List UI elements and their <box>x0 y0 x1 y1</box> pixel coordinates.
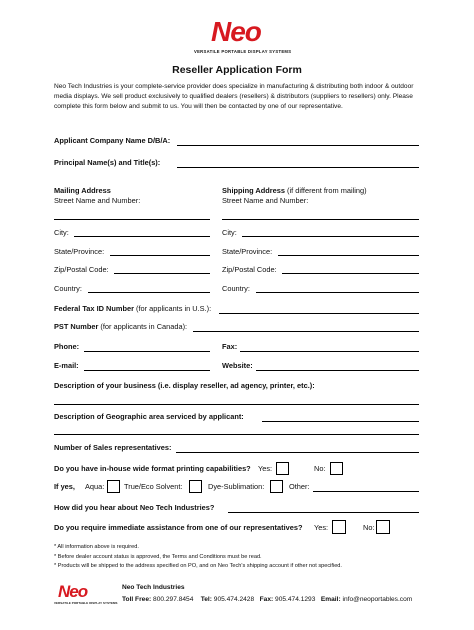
mailing-street-field[interactable] <box>54 219 210 220</box>
sales-reps-field[interactable] <box>176 452 419 453</box>
sales-reps-label: Number of Sales representatives: <box>54 443 172 452</box>
state-label: State/Province: <box>54 247 105 256</box>
intro-paragraph: Neo Tech Industries is your complete-service provider does specialize in manufacturing & distributing both indoor & outdoor media displays. We sell product exclusively to qualified dealers (resellers) & distributors (suppliers to resellers) only. Please complete this form below and submit to us. You will then be contacted by one of our representative. <box>54 83 414 111</box>
city-label-2: City: <box>222 228 237 237</box>
footer-neo-logo: Neo <box>58 582 88 601</box>
footer-tagline: VERSATILE PORTABLE DISPLAY SYSTEMS <box>54 601 118 605</box>
assistance-question: Do you require immediate assistance from one of our representatives? <box>54 523 303 532</box>
geographic-area-field-2[interactable] <box>54 434 419 435</box>
true-eco-label: True/Eco Solvent: <box>124 482 183 491</box>
mailing-state-field[interactable] <box>110 255 210 256</box>
footer-contacts: Toll Free: 800.297.8454 Tel: 905.474.2428 Fax: 905.474.1293 Email: info@neoportables.com <box>122 596 413 603</box>
shipping-country-field[interactable] <box>256 292 419 293</box>
website-label: Website: <box>222 361 253 370</box>
note-required: * All information above is required. <box>54 544 139 550</box>
logo-tagline: VERSATILE PORTABLE DISPLAY SYSTEMS <box>194 49 292 54</box>
toll-free-number: 800.297.8454 <box>153 596 194 603</box>
website-field[interactable] <box>256 370 419 371</box>
aqua-label: Aqua: <box>85 482 105 491</box>
fax-field[interactable] <box>240 351 419 352</box>
principal-names-field[interactable] <box>177 167 419 168</box>
neo-logo: Neo <box>211 16 261 47</box>
shipping-address-heading: Shipping Address (if different from mailing) <box>222 186 367 195</box>
printing-yes-label: Yes: <box>258 464 273 473</box>
fax-label: Fax: <box>222 342 238 351</box>
other-label: Other: <box>289 482 310 491</box>
principal-names-label: Principal Name(s) and Title(s): <box>54 158 161 167</box>
mailing-country-field[interactable] <box>88 292 210 293</box>
business-description-label: Description of your business (i.e. display reseller, ad agency, printer, etc.): <box>54 381 315 390</box>
zip-label: Zip/Postal Code: <box>54 265 109 274</box>
note-terms: * Before dealer account status is approved, the Terms and Conditions must be read. <box>54 554 262 560</box>
assistance-yes-label: Yes: <box>314 523 329 532</box>
business-description-field[interactable] <box>54 404 419 405</box>
if-yes-label: If yes, <box>54 482 75 491</box>
aqua-checkbox[interactable] <box>107 480 120 493</box>
email-label: E-mail: <box>54 361 79 370</box>
pst-number-label: PST Number (for applicants in Canada): <box>54 322 188 331</box>
phone-field[interactable] <box>84 351 210 352</box>
geographic-area-field-1[interactable] <box>262 421 419 422</box>
dye-sub-checkbox[interactable] <box>270 480 283 493</box>
other-field[interactable] <box>313 491 419 492</box>
printing-yes-checkbox[interactable] <box>276 462 289 475</box>
country-label-2: Country: <box>222 284 250 293</box>
printing-question: Do you have in-house wide format printing capabilities? <box>54 464 251 473</box>
shipping-street-field[interactable] <box>222 219 419 220</box>
email-link[interactable]: info@neoportables.com <box>342 596 413 603</box>
pst-number-field[interactable] <box>193 331 419 332</box>
geographic-area-label: Description of Geographic area serviced by applicant: <box>54 412 244 421</box>
assistance-no-checkbox[interactable] <box>376 520 390 534</box>
mailing-address-heading: Mailing Address <box>54 186 111 195</box>
printing-no-checkbox[interactable] <box>330 462 343 475</box>
shipping-city-field[interactable] <box>242 236 419 237</box>
mailing-zip-field[interactable] <box>114 273 210 274</box>
street-label-2: Street Name and Number: <box>222 196 309 205</box>
state-label-2: State/Province: <box>222 247 273 256</box>
federal-tax-field[interactable] <box>219 313 419 314</box>
email-field[interactable] <box>84 370 210 371</box>
company-name-label: Applicant Company Name D/B/A: <box>54 136 171 145</box>
note-shipping: * Products will be shipped to the address specified on PO, and on Neo Tech's shipping account if other not specified. <box>54 563 342 569</box>
city-label: City: <box>54 228 69 237</box>
country-label: Country: <box>54 284 82 293</box>
footer-company: Neo Tech Industries <box>122 584 185 591</box>
hear-about-field[interactable] <box>228 512 419 513</box>
phone-label: Phone: <box>54 342 80 351</box>
company-name-field[interactable] <box>177 145 419 146</box>
true-eco-checkbox[interactable] <box>189 480 202 493</box>
tel-number: 905.474.2428 <box>213 596 255 603</box>
assistance-no-label: No: <box>363 523 375 532</box>
page-title: Reseller Application Form <box>172 64 302 76</box>
printing-no-label: No: <box>314 464 326 473</box>
zip-label-2: Zip/Postal Code: <box>222 265 277 274</box>
hear-about-question: How did you hear about Neo Tech Industries? <box>54 503 215 512</box>
assistance-yes-checkbox[interactable] <box>332 520 346 534</box>
shipping-state-field[interactable] <box>278 255 419 256</box>
shipping-zip-field[interactable] <box>282 273 419 274</box>
mailing-city-field[interactable] <box>74 236 210 237</box>
dye-sub-label: Dye-Sublimation: <box>208 482 265 491</box>
street-label: Street Name and Number: <box>54 196 141 205</box>
federal-tax-label: Federal Tax ID Number (for applicants in U.S.): <box>54 304 212 313</box>
fax-number: 905.474.1293 <box>275 596 316 603</box>
